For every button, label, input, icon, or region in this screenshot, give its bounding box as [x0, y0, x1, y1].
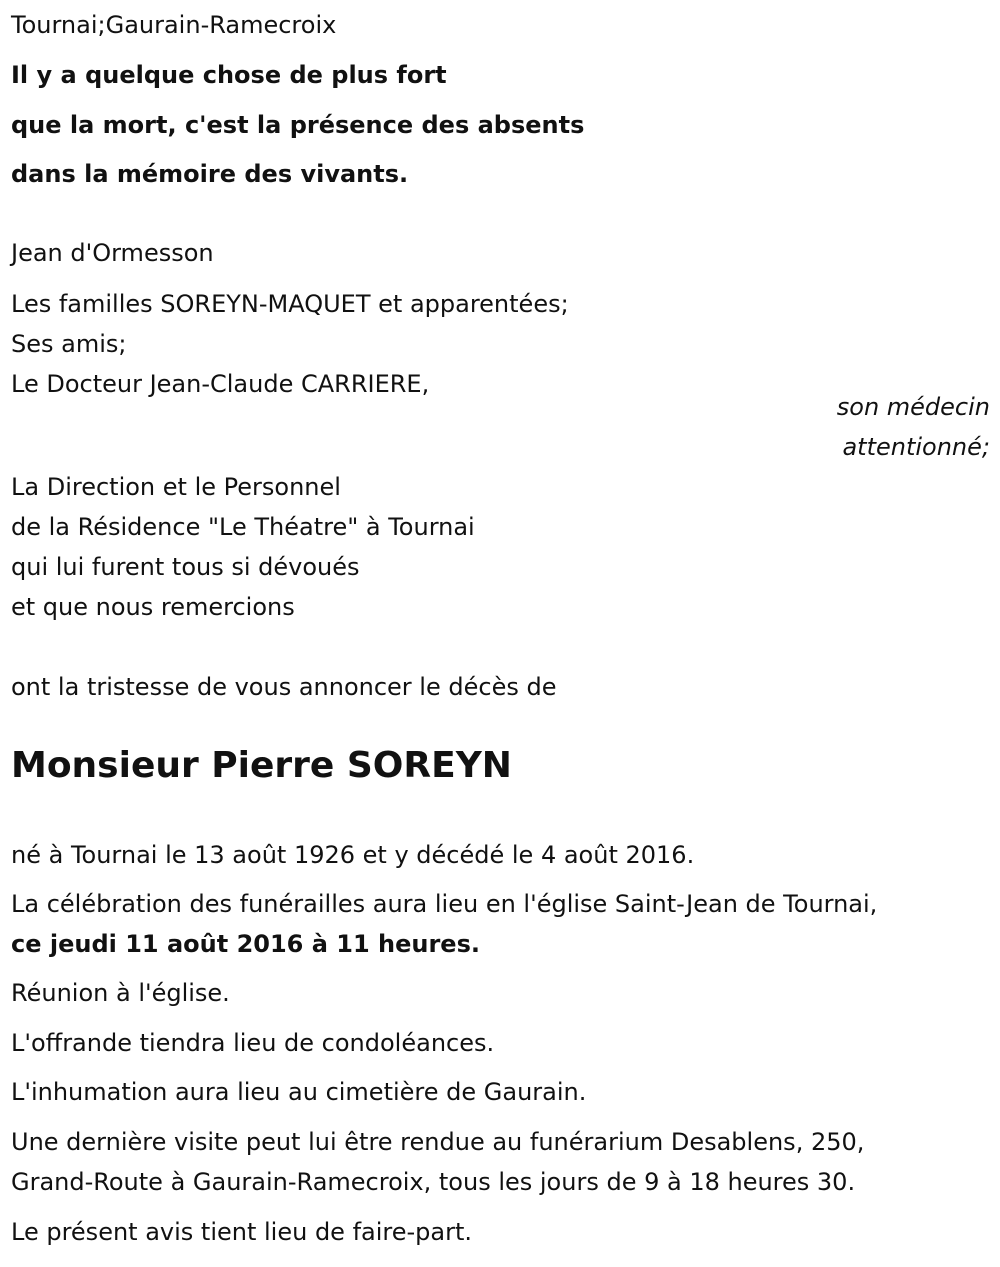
- birth-death-line: né à Tournai le 13 août 1926 et y décédé le 4 août 2016.: [11, 841, 695, 869]
- residence-line: de la Résidence "Le Théatre" à Tournai: [11, 513, 475, 541]
- celebration-line: La célébration des funérailles aura lieu en l'église Saint-Jean de Tournai,: [11, 890, 878, 918]
- quote-line: Il y a quelque chose de plus fort: [11, 61, 447, 89]
- burial-line: L'inhumation aura lieu au cimetière de Gaurain.: [11, 1078, 587, 1106]
- residence-line: La Direction et le Personnel: [11, 473, 341, 501]
- quote-author: Jean d'Ormesson: [11, 239, 214, 267]
- visit-line: Une dernière visite peut lui être rendue au funérarium Desablens, 250,: [11, 1128, 865, 1156]
- quote-line: que la mort, c'est la présence des absents: [11, 111, 585, 139]
- family-line: Le Docteur Jean-Claude CARRIERE,: [11, 370, 430, 398]
- doctor-note: attentionné;: [842, 433, 990, 461]
- doctor-note: son médecin: [836, 393, 990, 421]
- announcement-intro: ont la tristesse de vous annoncer le décès de: [11, 673, 557, 701]
- offering-line: L'offrande tiendra lieu de condoléances.: [11, 1029, 495, 1057]
- celebration-date: ce jeudi 11 août 2016 à 11 heures.: [11, 930, 480, 958]
- visit-line: Grand-Route à Gaurain-Ramecroix, tous les jours de 9 à 18 heures 30.: [11, 1168, 856, 1196]
- family-line: Ses amis;: [11, 330, 127, 358]
- faire-part-notice: Le présent avis tient lieu de faire-part.: [11, 1218, 473, 1246]
- family-line: Les familles SOREYN-MAQUET et apparentées;: [11, 290, 569, 318]
- quote-line: dans la mémoire des vivants.: [11, 160, 409, 188]
- deceased-name: Monsieur Pierre SOREYN: [11, 745, 512, 786]
- reunion-line: Réunion à l'église.: [11, 979, 230, 1007]
- residence-line: et que nous remercions: [11, 593, 295, 621]
- residence-line: qui lui furent tous si dévoués: [11, 553, 360, 581]
- location-header: Tournai;Gaurain-Ramecroix: [11, 11, 337, 39]
